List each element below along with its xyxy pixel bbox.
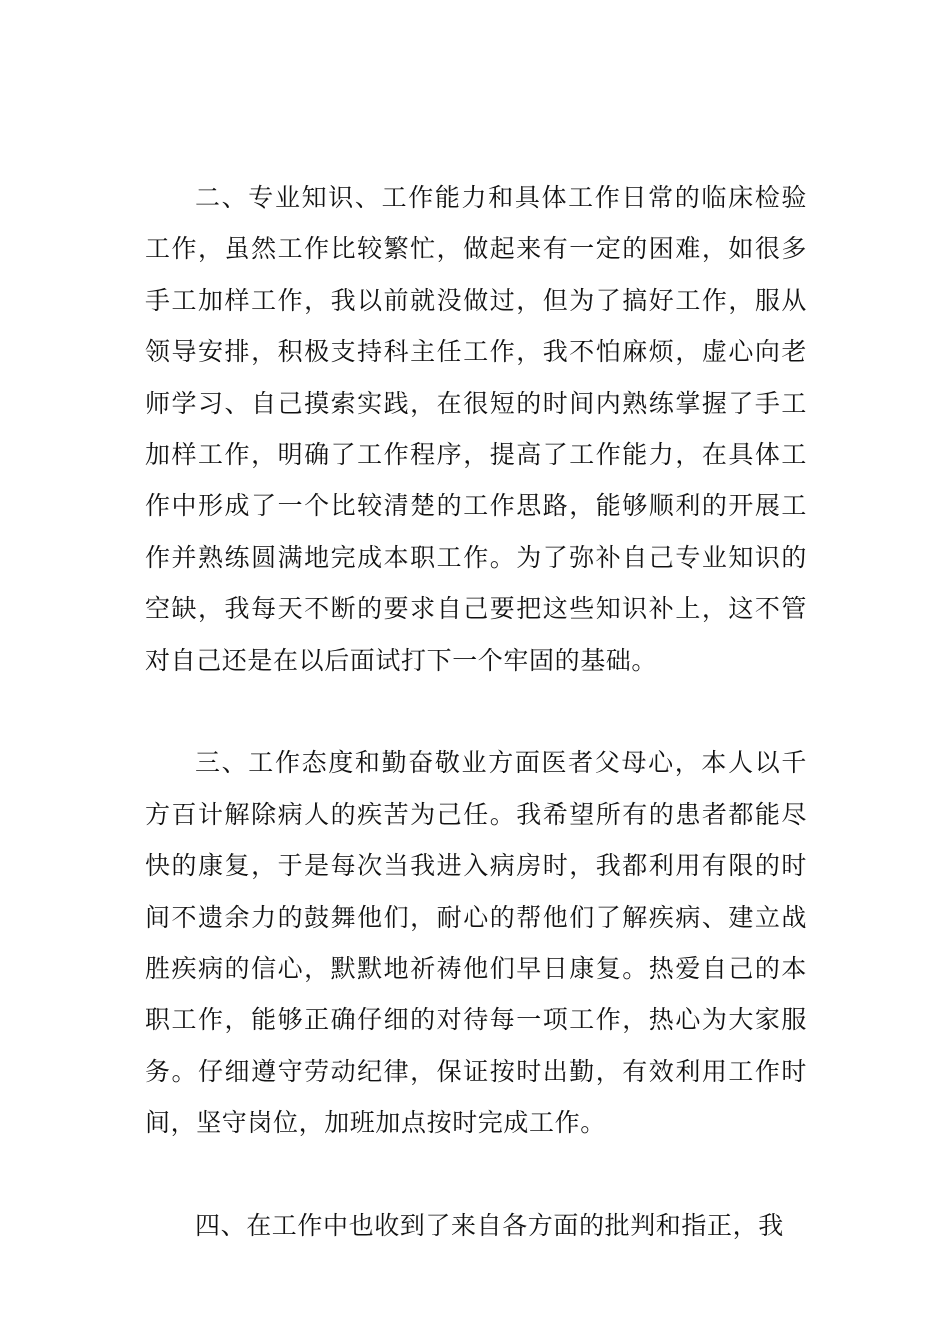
document-body <box>145 172 807 1252</box>
paragraph-section-3: 三、工作态度和勤奋敬业方面医者父母心，本人以千方百计解除病人的疾苦为己任。我希望所有的患者都能尽快的康复，于是每次当我进入病房时，我都利用有限的时间不遗余力的鼓舞他们，耐心的帮他们了解疾病、建立战胜疾病的信心，默默地祈祷他们早日康复。热爱自己的本职工作，能够正确仔细的对待每一项工作，热心为大家服务。仔细遵守劳动纪律，保证按时出勤，有效利用工作时间，坚守岗位，加班加点按时完成工作。 <box>145 748 807 1138</box>
paragraph-section-2: 二、专业知识、工作能力和具体工作日常的临床检验工作，虽然工作比较繁忙，做起来有一定的困难，如很多手工加样工作，我以前就没做过，但为了搞好工作，服从领导安排，积极支持科主任工作，我不怕麻烦，虚心向老师学习、自己摸索实践，在很短的时间内熟练掌握了手工加样工作，明确了工作程序，提高了工作能力，在具体工作中形成了一个比较清楚的工作思路，能够顺利的开展工作并熟练圆满地完成本职工作。为了弥补自己专业知识的空缺，我每天不断的要求自己要把这些知识补上，这不管对自己还是在以后面试打下一个牢固的基础。 <box>145 183 807 675</box>
paragraph-section-4: 四、在工作中也收到了来自各方面的批判和指正，我 <box>195 1211 784 1241</box>
